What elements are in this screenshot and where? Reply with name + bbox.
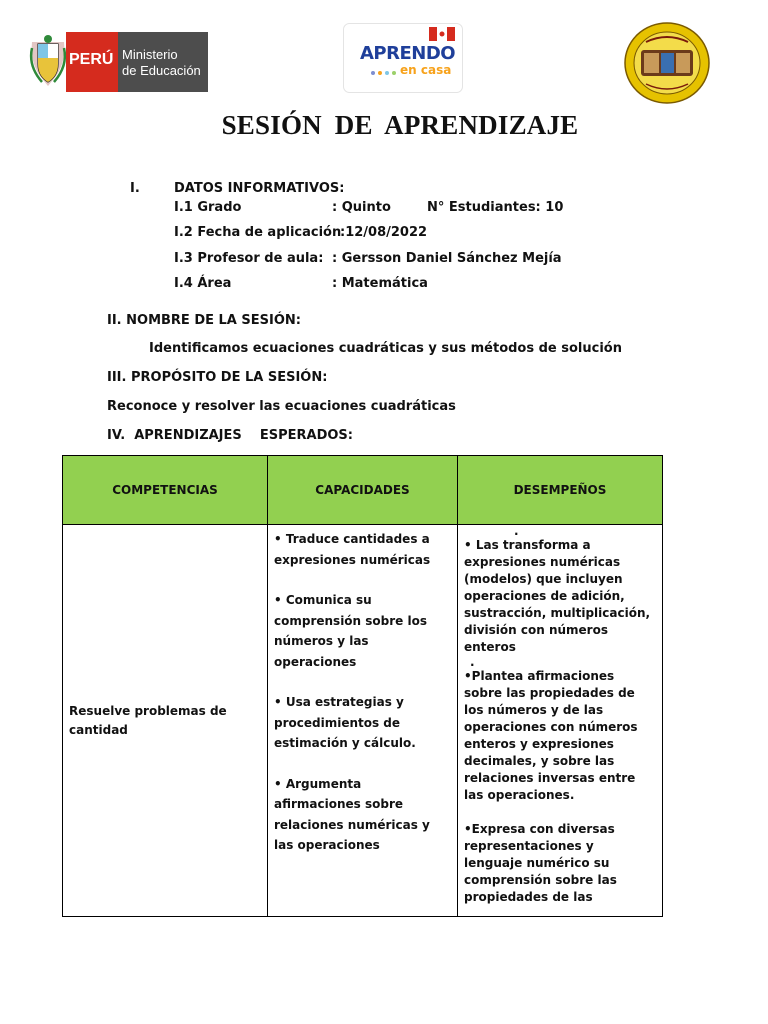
table-row — [63, 525, 663, 917]
desempenos-cell — [458, 525, 663, 917]
ministerio-line1: Ministerio — [122, 47, 178, 62]
school-emblem — [624, 22, 710, 104]
capacidad-item: • Comunica su comprensión sobre los números y las operaciones — [274, 593, 427, 669]
peru-label: PERÚ — [69, 51, 114, 68]
aprendo-subtitle: en casa — [400, 63, 452, 77]
ministerio-gray-block — [118, 32, 208, 92]
capacidad-item: • Traduce cantidades a expresiones numéricas — [274, 532, 431, 567]
competencia-cell: Resuelve problemas de cantidad — [63, 525, 268, 917]
aprendo-title: APRENDO — [360, 43, 456, 64]
minedu-logo — [28, 32, 208, 92]
area-label: I.4 Área — [174, 276, 232, 291]
fecha-label: I.2 Fecha de aplicación — [174, 225, 342, 240]
header-competencias: COMPETENCIAS — [63, 456, 268, 525]
capacidades-cell — [268, 525, 458, 917]
grado-value: : Quinto — [332, 200, 391, 215]
session-purpose: Reconoce y resolver las ecuaciones cuadráticas — [107, 399, 456, 414]
ministerio-line2: de Educación — [122, 63, 201, 78]
table-header-row — [63, 456, 663, 525]
profesor-label: I.3 Profesor de aula: — [174, 251, 324, 266]
capacidad-item: • Usa estrategias y procedimientos de estimación y cálculo. — [274, 695, 416, 750]
page-title: SESIÓN DE APRENDIZAJE — [221, 110, 579, 140]
section1-heading: DATOS INFORMATIVOS: — [174, 181, 345, 196]
desempeno-item: •Plantea afirmaciones sobre las propiedades de los números y de las operaciones con números enteros y expresiones decimales, y sobre las relaciones inversas entre las operaciones. — [464, 669, 638, 802]
fecha-value: :12/08/2022 — [340, 225, 428, 240]
section3-heading: III. PROPÓSITO DE LA SESIÓN: — [107, 370, 328, 385]
header-capacidades: CAPACIDADES — [268, 456, 458, 525]
area-value: : Matemática — [332, 276, 428, 291]
peru-coat-of-arms-icon — [28, 32, 208, 92]
desempeno-item: •Expresa con diversas representaciones y lenguaje numérico su comprensión sobre las propiedades de las — [464, 822, 617, 904]
section2-heading: II. NOMBRE DE LA SESIÓN: — [107, 313, 301, 328]
header-desempenos: DESEMPEÑOS — [458, 456, 663, 525]
grado-label: I.1 Grado — [174, 200, 242, 215]
desempeno-dot: . — [514, 525, 519, 538]
estudiantes-count: N° Estudiantes: 10 — [427, 200, 564, 215]
capacidad-item: • Argumenta afirmaciones sobre relaciones numéricas y las operaciones — [274, 776, 430, 852]
desempeno-dot: . — [470, 655, 475, 669]
desempeno-item: • Las transforma a expresiones numéricas (modelos) que incluyen operaciones de adición, sustracción, multiplicación, división con números enteros — [464, 538, 651, 654]
aprendo-en-casa-logo — [343, 23, 463, 93]
profesor-value: : Gersson Daniel Sánchez Mejía — [332, 251, 562, 266]
section4-heading: IV. APRENDIZAJES ESPERADOS: — [107, 428, 353, 443]
learning-outcomes-table — [62, 455, 663, 917]
session-name: Identificamos ecuaciones cuadráticas y sus métodos de solución — [149, 341, 622, 356]
section1-numeral: I. — [130, 181, 140, 196]
school-seal-icon — [624, 22, 710, 104]
